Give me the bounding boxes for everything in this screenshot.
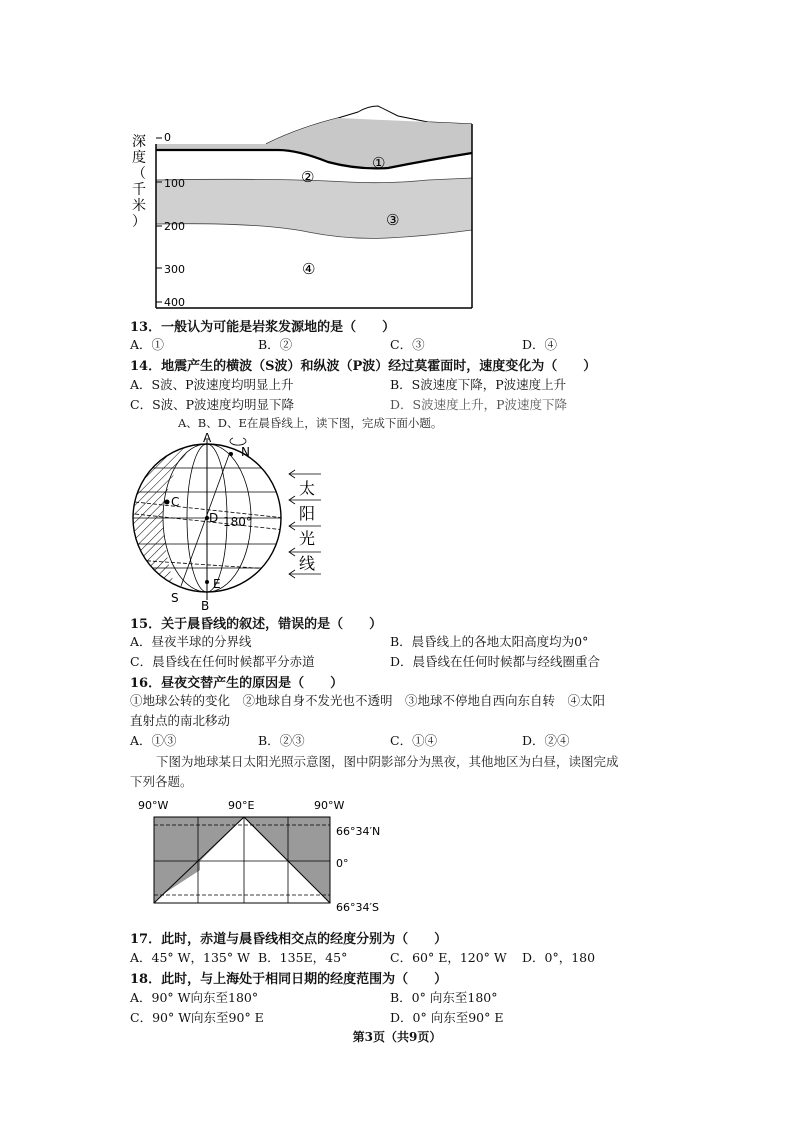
q15-option-b: B．晨昏线上的各地太阳高度均为0° [390, 634, 589, 649]
globe-figure [125, 430, 340, 612]
q14-stem: 14．地震产生的横波（S波）和纵波（P波）经过莫霍面时，速度变化为（ ） [130, 359, 597, 374]
q14-option-a: A．S波、P波速度均明显上升 [130, 377, 294, 392]
illumination-figure [128, 795, 398, 920]
tick-400: 400 [164, 296, 185, 309]
zone-2-label: ② [301, 168, 315, 186]
globe-diagram [125, 430, 340, 612]
point-e: E [213, 577, 221, 591]
q16-option-d: D．②④ [522, 733, 570, 748]
point-c: C [171, 495, 180, 509]
q16-statements-line2: 直射点的南北移动 [130, 713, 231, 728]
angle-label: 180° [223, 515, 252, 529]
q18-option-a: A．90° W向东至180° [130, 990, 259, 1005]
zone-3-label: ③ [386, 211, 400, 229]
right-label-equator: 0° [336, 857, 349, 870]
q16-option-c: C．①④ [390, 733, 438, 748]
tick-300: 300 [164, 263, 185, 276]
sun-char-2: 阳 [299, 504, 316, 523]
point-d: D [209, 511, 219, 525]
q13-option-d: D．④ [522, 337, 558, 352]
q16-statements-line1: ①地球公转的变化 ②地球自身不发光也不透明 ③地球不停地自西向东自转 ④太阳 [130, 693, 606, 708]
point-s: S [171, 591, 179, 605]
q13-option-a: A．① [130, 337, 165, 352]
q18-stem: 18．此时，与上海处于相同日期的经度范围为（ ） [130, 972, 448, 987]
q14-option-d: D．S波速度上升，P波速度下降 [390, 397, 567, 412]
q15-stem: 15．关于晨昏线的叙述，错误的是（ ） [130, 617, 383, 632]
illumination-diagram [128, 795, 398, 920]
q13-option-c: C．③ [390, 337, 425, 352]
q18-option-d: D．0° 向东至90° E [390, 1010, 504, 1025]
q15-option-a: A．昼夜半球的分界线 [130, 634, 252, 649]
q18-option-c: C．90° W向东至90° E [130, 1010, 264, 1025]
right-label-antarctic: 66°34′S [336, 901, 379, 914]
q16-option-a: A．①③ [130, 733, 177, 748]
axis-char-5: 米 [132, 198, 146, 214]
page-footer: 第3页（共9页） [352, 1030, 442, 1044]
q17-option-c: C．60° E，120° W [390, 950, 507, 965]
axis-char-2: 度 [132, 150, 146, 166]
q13-option-b: B．② [258, 337, 293, 352]
intro-15-16: A、B、D、E在晨昏线上，读下图，完成下面小题。 [178, 416, 443, 430]
q14-option-c: C．S波、P波速度均明显下降 [130, 397, 295, 412]
tick-100: 100 [164, 177, 185, 190]
top-label-90w-right: 90°W [314, 799, 345, 812]
tick-0: 0 [164, 131, 171, 144]
axis-char-1: 深 [132, 134, 146, 150]
q15-option-c: C．晨昏线在任何时候都平分赤道 [130, 654, 315, 669]
sun-char-3: 光 [299, 529, 316, 548]
point-n: N [241, 445, 250, 459]
tick-200: 200 [164, 220, 185, 233]
top-label-90w-left: 90°W [138, 799, 169, 812]
q14-option-b: B．S波速度下降，P波速度上升 [390, 377, 567, 392]
q17-option-a: A．45° W，135° W [130, 950, 250, 965]
axis-char-3: （ [132, 166, 146, 182]
q13-stem: 13．一般认为可能是岩浆发源地的是（ ） [130, 320, 396, 335]
q17-stem: 17．此时，赤道与晨昏线相交点的经度分别为（ ） [130, 932, 448, 947]
intro-17-18: 下图为地球某日太阳光照示意图，图中阴影部分为黑夜，其他地区为白昼，读图完成下列各题。 [130, 754, 619, 789]
q16-stem: 16．昼夜交替产生的原因是（ ） [130, 676, 344, 691]
point-b: B [201, 599, 210, 612]
right-label-arctic: 66°34′N [336, 825, 381, 838]
zone-4-label: ④ [302, 260, 316, 278]
night-hatched-region [125, 430, 210, 612]
top-label-90e: 90°E [228, 799, 255, 812]
q17-option-d: D．0°，180 [522, 950, 596, 965]
zone-1-label: ① [372, 154, 386, 172]
earth-layers-figure [128, 98, 478, 312]
point-a: A [203, 431, 212, 445]
q16-option-b: B．②③ [258, 733, 305, 748]
earth-layers-diagram [128, 98, 478, 312]
axis-char-4: 千 [132, 182, 146, 198]
q18-option-b: B．0° 向东至180° [390, 990, 498, 1005]
zone-3-band [156, 178, 472, 238]
q15-option-d: D．晨昏线在任何时候都与经线圈重合 [390, 654, 601, 669]
sun-char-4: 线 [299, 554, 316, 573]
q17-option-b: B．135E，45° [258, 950, 348, 965]
axis-char-6: ） [132, 214, 146, 230]
sun-char-1: 太 [299, 479, 316, 498]
